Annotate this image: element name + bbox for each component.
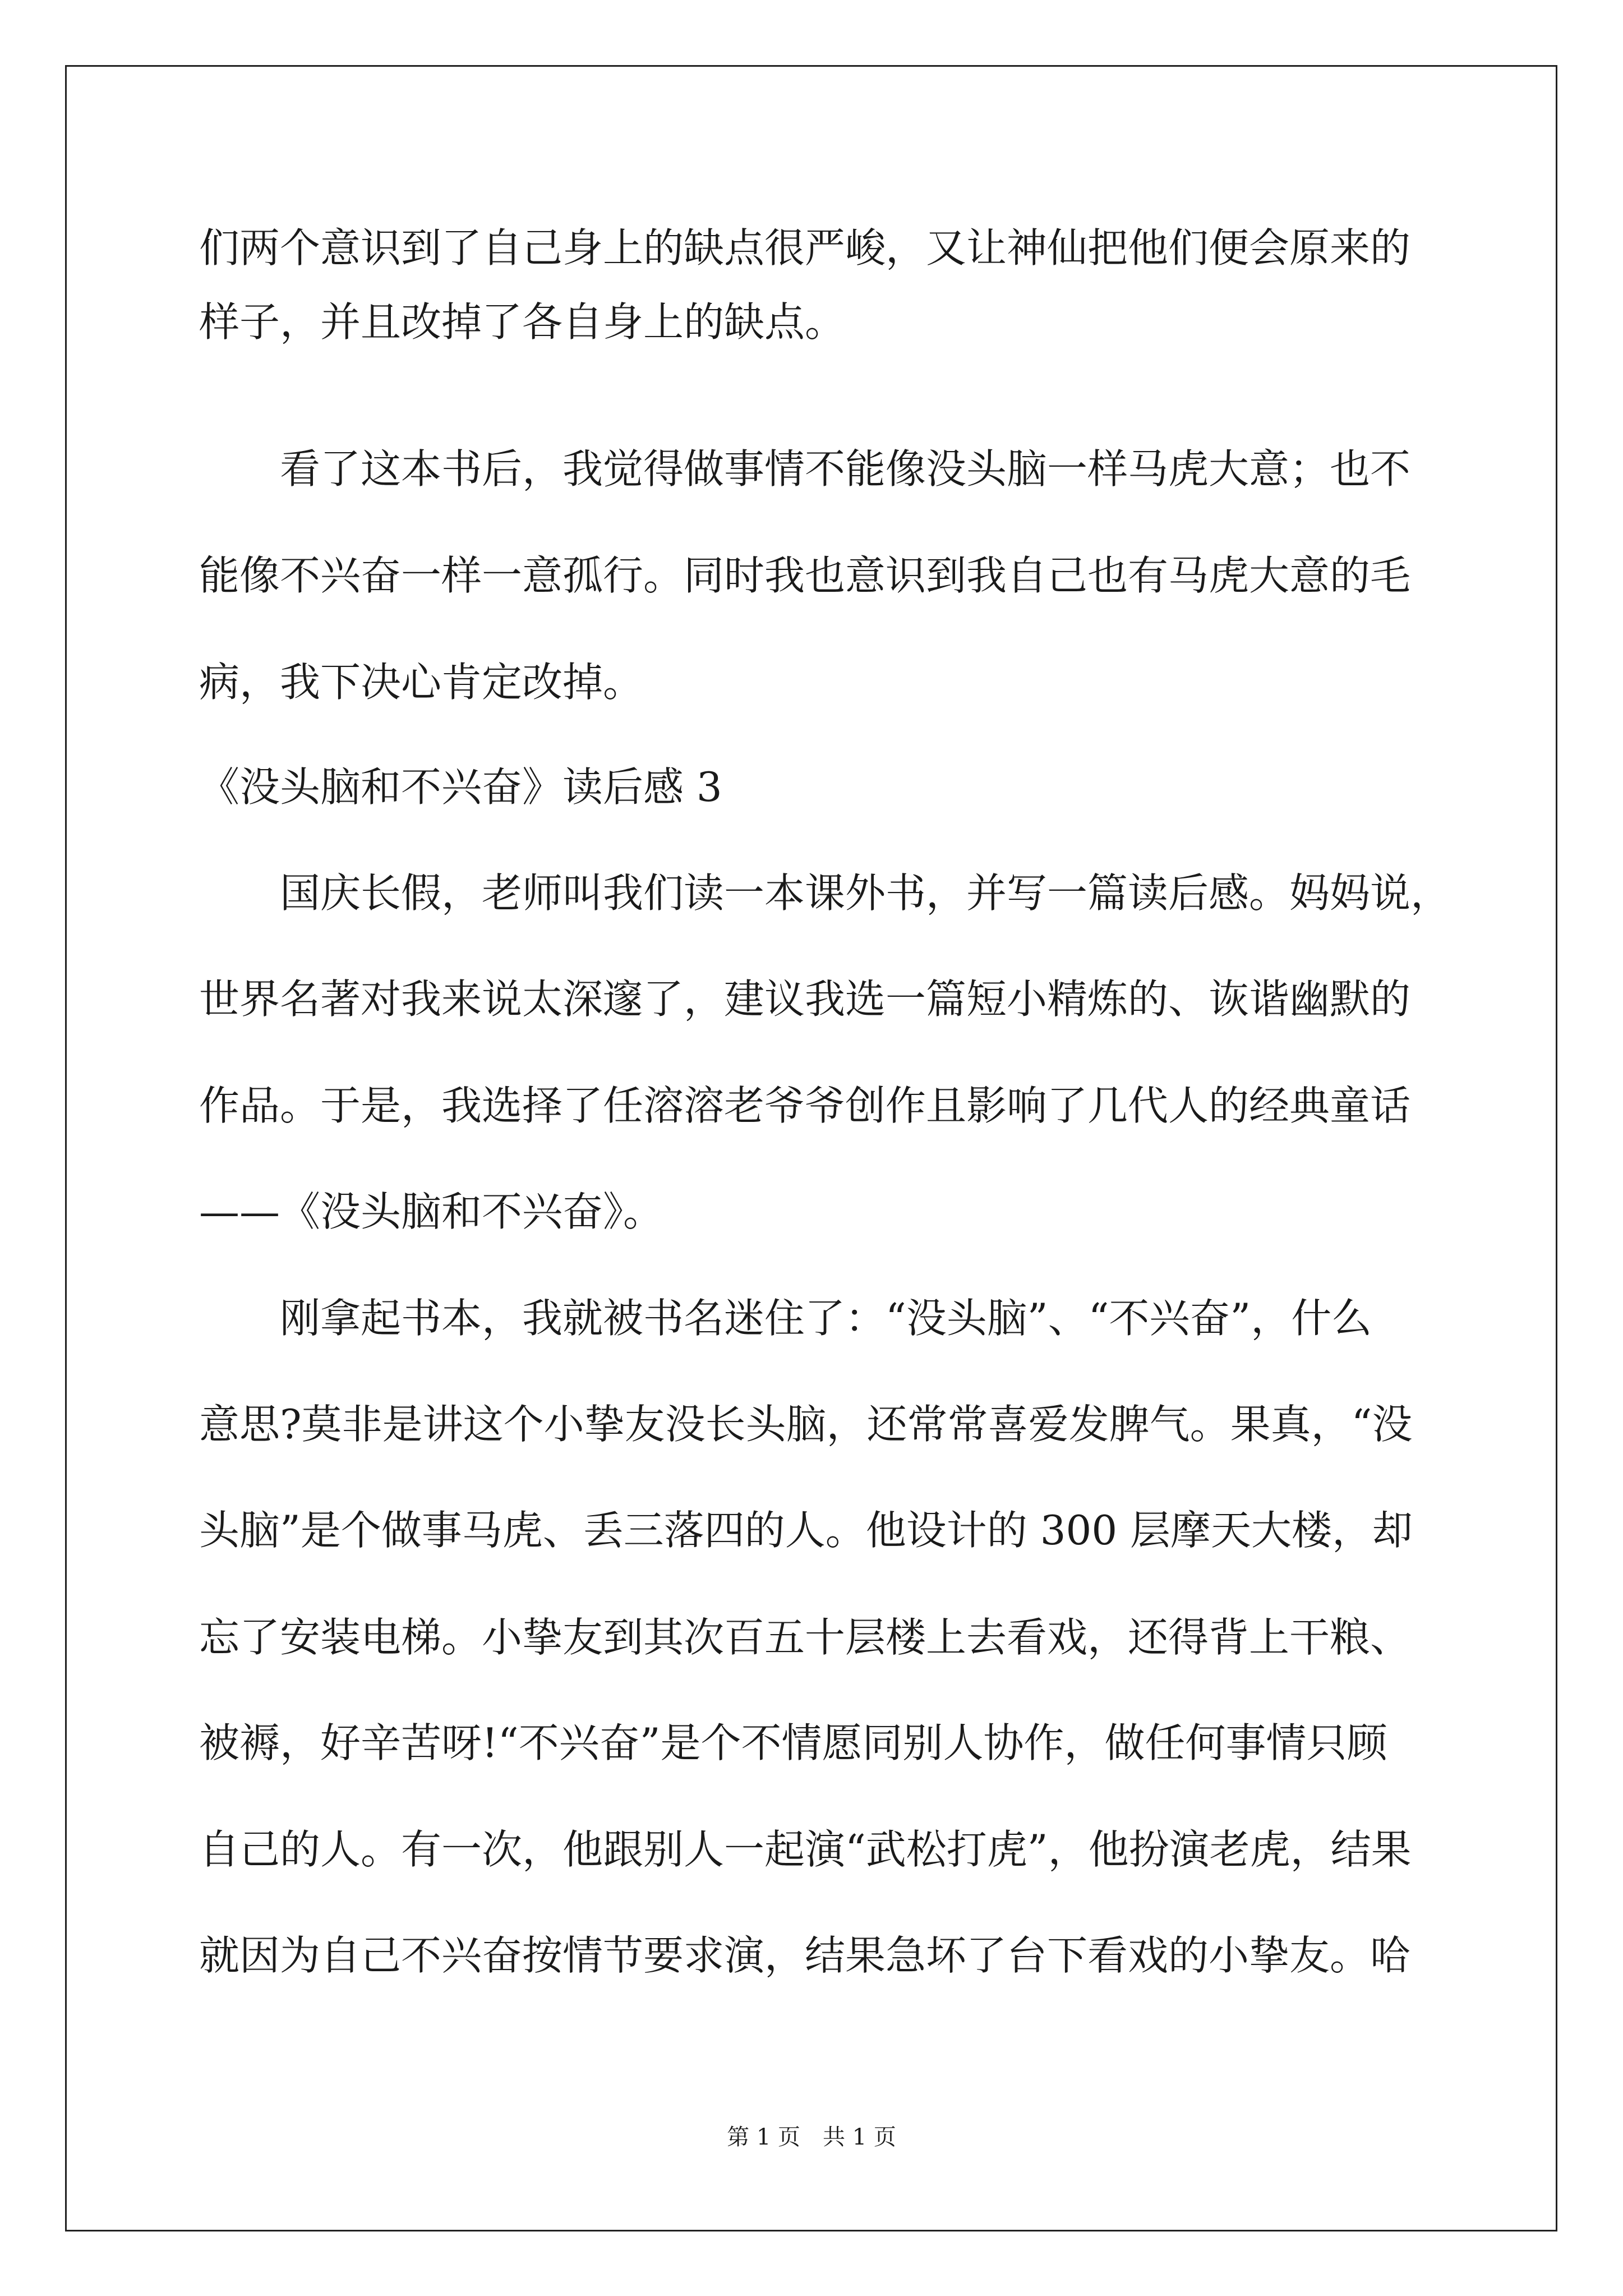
paragraph-line: 样子，并且改掉了各自身上的缺点。: [199, 298, 846, 346]
paragraph-line: 忘了安装电梯。小挚友到其次百五十层楼上去看戏，还得背上干粮、: [199, 1614, 1411, 1661]
paragraph-line: ——《没头脑和不兴奋》。: [199, 1188, 664, 1235]
paragraph-line: 病，我下决心肯定改掉。: [199, 659, 644, 706]
page-border: [65, 65, 1557, 2231]
paragraph-line: 世界名著对我来说太深邃了，建议我选一篇短小精炼的、诙谐幽默的: [199, 976, 1411, 1023]
page-footer: 第 1 页 共 1 页: [727, 2124, 896, 2150]
paragraph-line: 自己的人。有一次，他跟别人一起演“武松打虎”，他扮演老虎，结果: [199, 1826, 1412, 1873]
paragraph-line: 们两个意识到了自己身上的缺点很严峻，又让神仙把他们便会原来的: [199, 224, 1411, 272]
paragraph-line: 看了这本书后，我觉得做事情不能像没头脑一样马虎大意；也不: [280, 445, 1411, 493]
paragraph-line: 意思?莫非是讲这个小挚友没长头脑，还常常喜爱发脾气。果真，“没: [199, 1401, 1413, 1448]
paragraph-line: 头脑”是个做事马虎、丢三落四的人。他设计的 300 层摩天大楼，却: [199, 1507, 1413, 1554]
paragraph-line: 刚拿起书本，我就被书名迷住了：“没头脑”、“不兴奋”，什么: [280, 1295, 1372, 1342]
section-heading: 《没头脑和不兴奋》读后感 3: [199, 763, 722, 811]
paragraph-line: 就因为自己不兴奋按情节要求演，结果急坏了台下看戏的小挚友。哈: [199, 1932, 1411, 1979]
paragraph-line: 能像不兴奋一样一意孤行。同时我也意识到我自己也有马虎大意的毛: [199, 552, 1411, 599]
paragraph-line: 被褥，好辛苦呀!“不兴奋”是个不情愿同别人协作，做任何事情只顾: [199, 1719, 1387, 1766]
paragraph-line: 作品。于是，我选择了任溶溶老爷爷创作且影响了几代人的经典童话: [199, 1082, 1411, 1129]
paragraph-line: 国庆长假，老师叫我们读一本课外书，并写一篇读后感。妈妈说，: [280, 869, 1451, 917]
